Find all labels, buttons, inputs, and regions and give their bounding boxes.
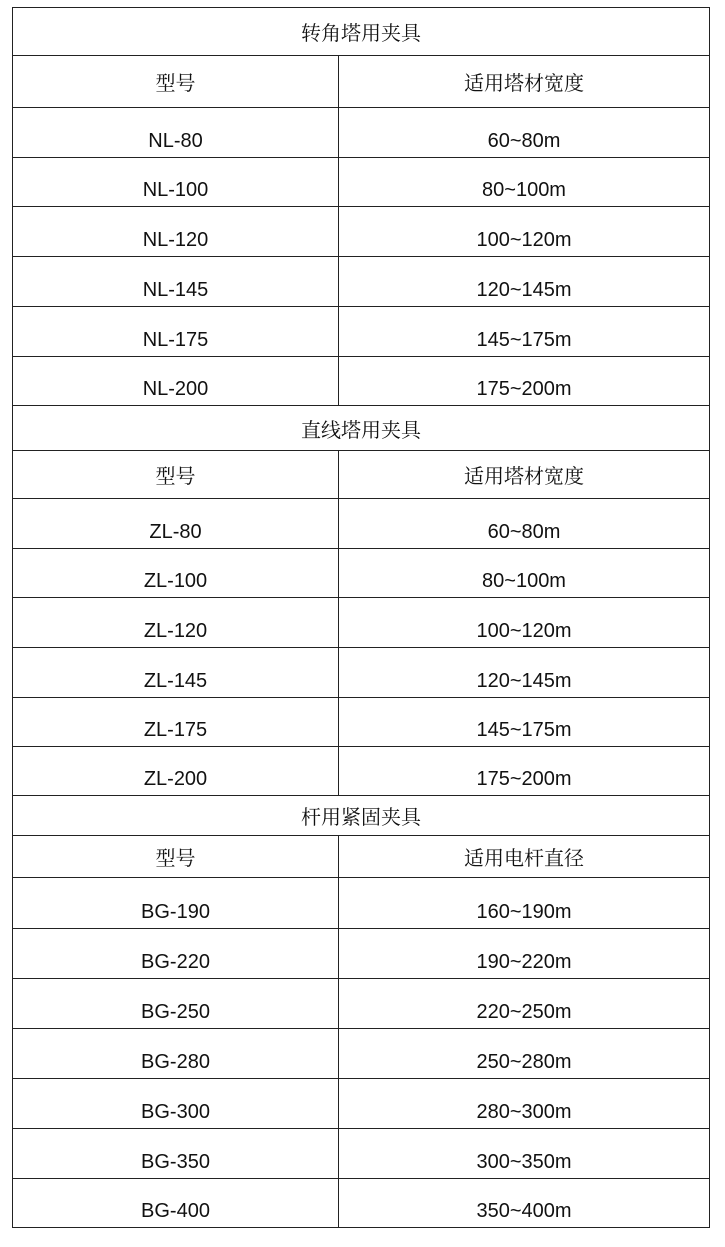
table-row [13,307,710,357]
table-row [13,207,710,257]
range-column-header: 适用塔材宽度 [339,451,710,499]
column-header-row [13,451,710,499]
range-cell: 350~400m [339,1179,710,1228]
table-row [13,257,710,307]
model-cell: BG-350 [13,1129,339,1179]
section-title-row [13,796,710,836]
table-row [13,1179,710,1228]
section-title: 直线塔用夹具 [13,406,710,451]
model-cell: BG-400 [13,1179,339,1228]
model-cell: BG-280 [13,1029,339,1079]
range-cell: 190~220m [339,929,710,979]
table-row [13,747,710,796]
model-cell: NL-145 [13,257,339,307]
column-header-row [13,56,710,108]
range-cell: 120~145m [339,648,710,698]
section-title: 杆用紧固夹具 [13,796,710,836]
range-cell: 145~175m [339,307,710,357]
model-cell: ZL-175 [13,698,339,747]
range-cell: 220~250m [339,979,710,1029]
table-row [13,1079,710,1129]
range-column-header: 适用电杆直径 [339,836,710,878]
table-row [13,499,710,549]
model-cell: BG-190 [13,878,339,929]
table-row [13,158,710,207]
section-title-row [13,8,710,56]
column-header-row [13,836,710,878]
model-column-header: 型号 [13,836,339,878]
model-column-header: 型号 [13,451,339,499]
table-row [13,878,710,929]
model-cell: ZL-80 [13,499,339,549]
table-row [13,1029,710,1079]
table-row [13,549,710,598]
model-cell: BG-220 [13,929,339,979]
range-cell: 250~280m [339,1029,710,1079]
model-column-header: 型号 [13,56,339,108]
table-row [13,357,710,406]
table-row [13,979,710,1029]
range-column-header: 适用塔材宽度 [339,56,710,108]
table-body [13,8,710,1228]
table-row [13,648,710,698]
model-cell: ZL-100 [13,549,339,598]
range-cell: 280~300m [339,1079,710,1129]
model-cell: ZL-200 [13,747,339,796]
section-title: 转角塔用夹具 [13,8,710,56]
table-row [13,1129,710,1179]
model-cell: NL-80 [13,108,339,158]
model-cell: NL-175 [13,307,339,357]
range-cell: 60~80m [339,108,710,158]
section-title-row [13,406,710,451]
model-cell: NL-200 [13,357,339,406]
model-cell: ZL-145 [13,648,339,698]
range-cell: 100~120m [339,207,710,257]
range-cell: 175~200m [339,747,710,796]
range-cell: 160~190m [339,878,710,929]
clamp-spec-table [12,7,710,1228]
table-row [13,598,710,648]
table-row [13,929,710,979]
range-cell: 100~120m [339,598,710,648]
model-cell: BG-300 [13,1079,339,1129]
table-row [13,698,710,747]
model-cell: BG-250 [13,979,339,1029]
table-row [13,108,710,158]
model-cell: ZL-120 [13,598,339,648]
range-cell: 300~350m [339,1129,710,1179]
range-cell: 120~145m [339,257,710,307]
range-cell: 80~100m [339,549,710,598]
range-cell: 80~100m [339,158,710,207]
range-cell: 175~200m [339,357,710,406]
range-cell: 60~80m [339,499,710,549]
model-cell: NL-100 [13,158,339,207]
model-cell: NL-120 [13,207,339,257]
range-cell: 145~175m [339,698,710,747]
